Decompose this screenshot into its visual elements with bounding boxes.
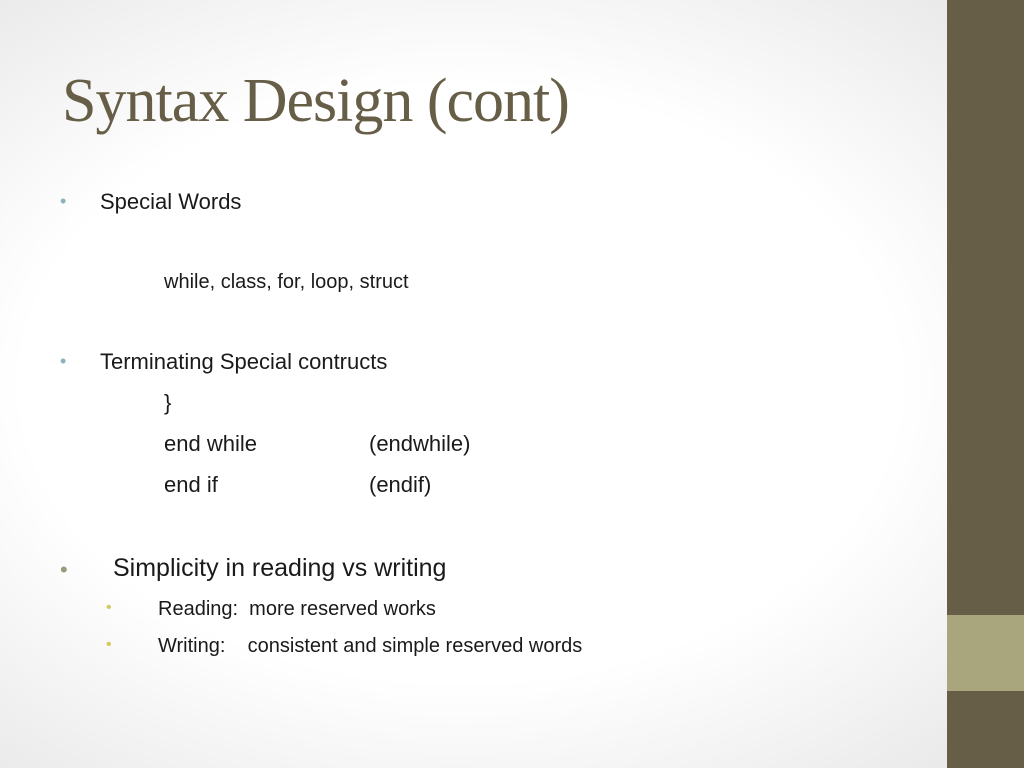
- sidebar-accent-block: [947, 615, 1024, 691]
- slide-title: Syntax Design (cont): [62, 67, 569, 135]
- bullet-marker: •: [60, 351, 67, 371]
- bullet-simplicity: Simplicity in reading vs writing: [113, 554, 447, 582]
- sub-bullet-writing: Writing: consistent and simple reserved words: [158, 635, 583, 657]
- bullet-terminating-constructs: Terminating Special contructs: [100, 349, 388, 374]
- end-while-label: end while: [164, 431, 257, 456]
- end-if-label: end if: [164, 472, 218, 497]
- endif-label: (endif): [369, 472, 432, 497]
- sub-bullet-reading: Reading: more reserved works: [158, 598, 436, 620]
- sub-bullet-marker: •: [106, 599, 112, 616]
- endwhile-label: (endwhile): [369, 431, 471, 456]
- bullet-special-words: Special Words: [100, 189, 242, 214]
- bullet-marker: •: [60, 557, 68, 582]
- closing-brace: }: [164, 390, 172, 415]
- bullet-marker: •: [60, 191, 67, 211]
- special-words-list: while, class, for, loop, struct: [164, 271, 409, 293]
- sub-bullet-marker: •: [106, 636, 112, 653]
